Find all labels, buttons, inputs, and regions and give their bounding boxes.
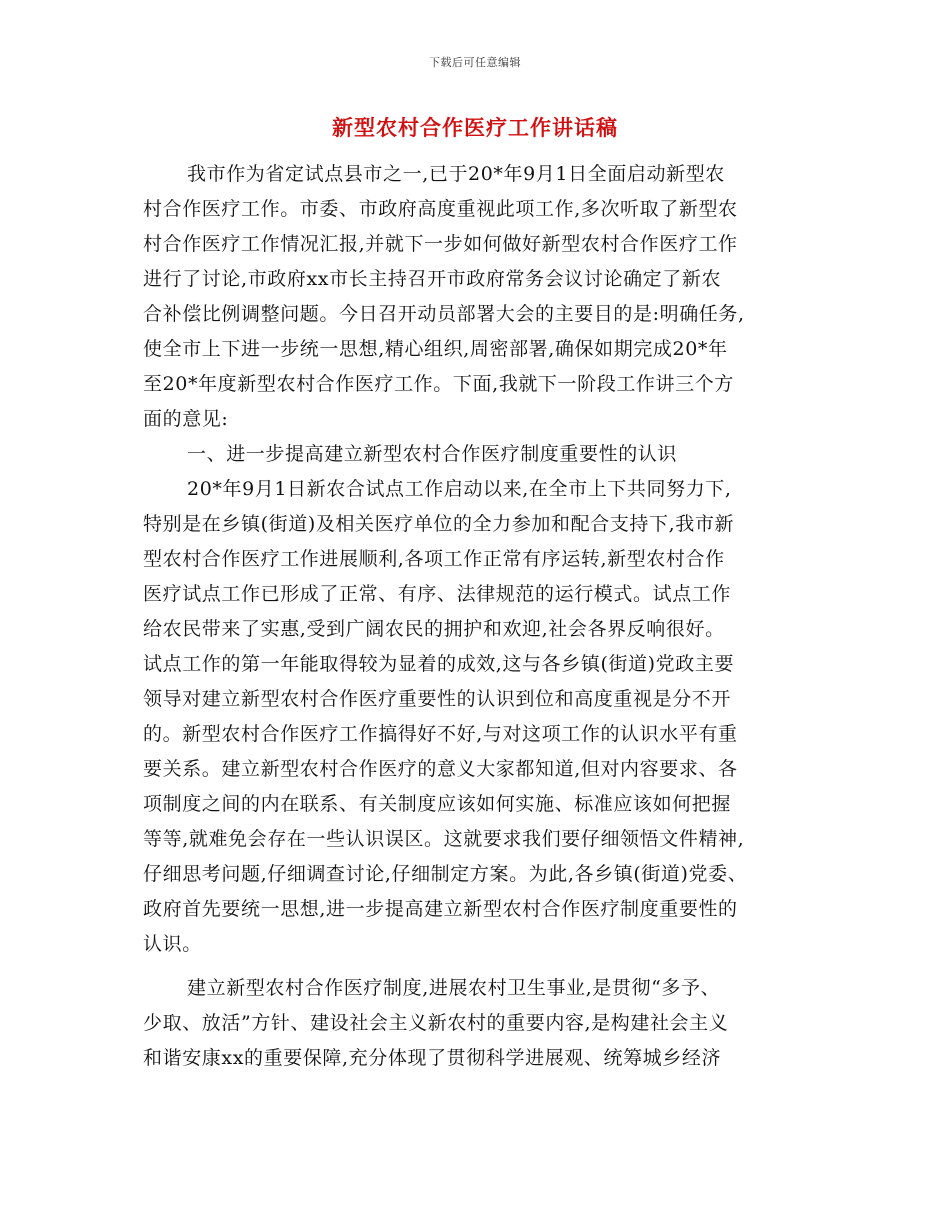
document-title: 新型农村合作医疗工作讲话稿 [332, 115, 618, 140]
text-line: 的。新型农村合作医疗工作搞得好不好,与对这项工作的认识水平有重 [143, 723, 738, 745]
text-line: 型农村合作医疗工作进展顺利,各项工作正常有序运转,新型农村合作 [143, 548, 725, 570]
text-line: 仔细思考问题,仔细调查讨论,仔细制定方案。为此,各乡镇(街道)党委、 [143, 863, 748, 885]
paragraph-section-1 [143, 472, 813, 962]
text-line: 少取、放活”方针、建设社会主义新农村的重要内容,是构建社会主义 [143, 1012, 729, 1034]
paragraph-intro [143, 157, 813, 437]
text-line: 领导对建立新型农村合作医疗重要性的认识到位和高度重视是分不开 [143, 688, 732, 710]
paragraph-significance [143, 971, 813, 1076]
header-note: 下载后可任意编辑 [429, 56, 521, 69]
text-line: 等等,就难免会存在一些认识误区。这就要求我们要仔细领悟文件精神, [143, 828, 745, 850]
text-line: 我市作为省定试点县市之一,已于20*年9月1日全面启动新型农 [187, 163, 725, 185]
section-heading-text: 一、进一步提高建立新型农村合作医疗制度重要性的认识 [187, 443, 678, 465]
text-line: 给农民带来了实惠,受到广阔农民的拥护和欢迎,社会各界反响很好。 [143, 618, 725, 640]
text-line: 政府首先要统一思想,进一步提高建立新型农村合作医疗制度重要性的 [143, 898, 738, 920]
text-line: 20*年9月1日新农合试点工作启动以来,在全市上下共同努力下, [187, 478, 732, 500]
text-line: 要关系。建立新型农村合作医疗的意义大家都知道,但对内容要求、各 [143, 758, 738, 780]
text-line: 项制度之间的内在联系、有关制度应该如何实施、标准应该如何把握 [143, 793, 732, 815]
text-line: 进行了讨论,市政府xx市长主持召开市政府常务会议讨论确定了新农 [143, 268, 722, 290]
text-line: 建立新型农村合作医疗制度,进展农村卫生事业,是贯彻“多予、 [187, 977, 721, 999]
text-line: 和谐安康xx的重要保障,充分体现了贯彻科学进展观、统筹城乡经济 [143, 1047, 722, 1069]
section-heading-1 [143, 437, 813, 472]
text-line: 使全市上下进一步统一思想,精心组织,周密部署,确保如期完成20*年 [143, 338, 728, 360]
paragraph-spacer [143, 962, 813, 971]
text-line: 试点工作的第一年能取得较为显着的成效,这与各乡镇(街道)党政主要 [143, 653, 735, 675]
text-line: 村合作医疗工作情况汇报,并就下一步如何做好新型农村合作医疗工作 [143, 233, 738, 255]
text-line: 医疗试点工作已形成了正常、有序、法律规范的运行模式。试点工作 [143, 583, 732, 605]
text-line: 村合作医疗工作。市委、市政府高度重视此项工作,多次听取了新型农 [143, 198, 738, 220]
text-line: 面的意见: [143, 408, 229, 430]
text-line: 认识。 [143, 933, 202, 955]
text-line: 至20*年度新型农村合作医疗工作。下面,我就下一阶段工作讲三个方 [143, 373, 734, 395]
text-line: 特别是在乡镇(街道)及相关医疗单位的全力参加和配合支持下,我市新 [143, 513, 735, 535]
text-line: 合补偿比例调整问题。今日召开动员部署大会的主要目的是:明确任务, [143, 303, 745, 325]
document-body [143, 157, 813, 1076]
